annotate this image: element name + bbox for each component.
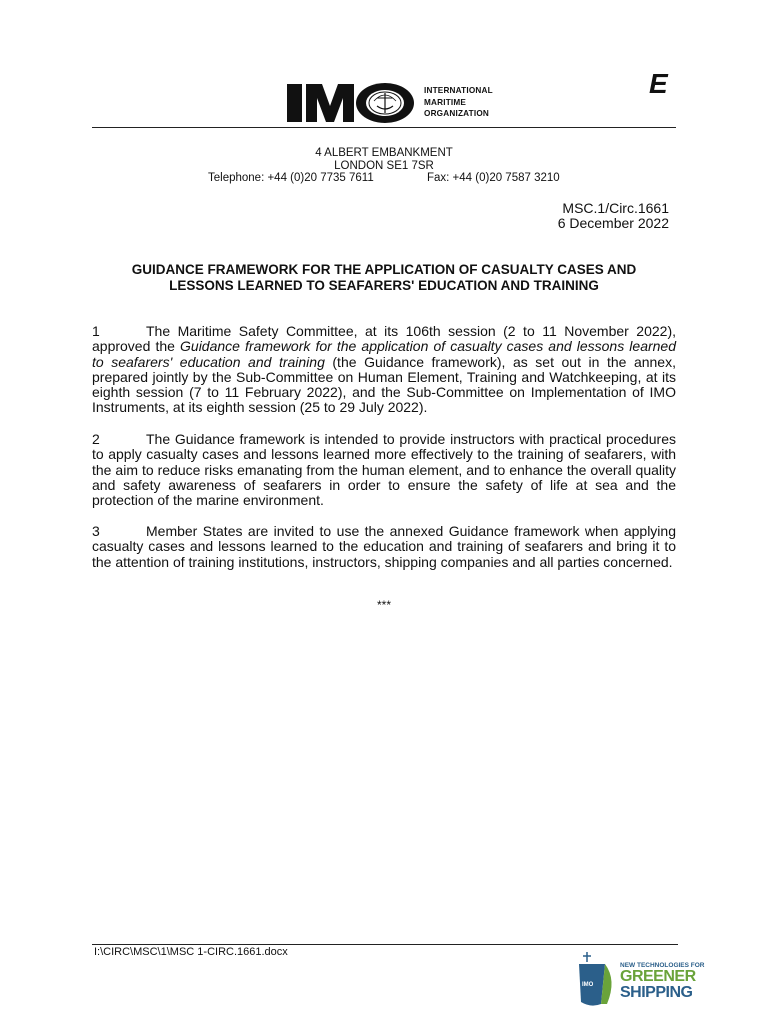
imo-logo (285, 80, 525, 126)
ship-emblem-icon (577, 950, 621, 1008)
footer-divider (92, 944, 678, 945)
file-path: I:\CIRC\MSC\1\MSC 1-CIRC.1661.docx (94, 946, 288, 958)
paragraph-text: Member States are invited to use the annexed Guidance framework when applying casualty cases and lessons learned to the education and training of seafarers and bring it to the attention of training institutions, instructors, shipping companies and all parties concerned. (92, 523, 676, 570)
org-line-1: INTERNATIONAL (424, 86, 493, 95)
title-line-2: LESSONS LEARNED TO SEAFARERS' EDUCATION AND TRAINING (169, 277, 599, 293)
fax: Fax: +44 (0)20 7587 3210 (427, 172, 560, 184)
paragraph-1 (92, 324, 676, 416)
document-number: MSC.1/Circ.1661 (562, 200, 669, 216)
paragraph-3 (92, 524, 676, 570)
paragraph-text: The Maritime Safety Committee, at its 106th session (2 to 11 November 2022), approved the (92, 323, 676, 355)
org-line-2: MARITIME (424, 97, 467, 107)
badge-tagline: NEW TECHNOLOGIES FOR (620, 962, 705, 969)
document-title (92, 262, 676, 293)
section-separator: *** (376, 598, 391, 612)
imo-wordmark-icon (285, 80, 417, 126)
title-line-1: GUIDANCE FRAMEWORK FOR THE APPLICATION OF CASUALTY CASES AND (131, 262, 637, 277)
badge-emblem-text: IMO (582, 982, 594, 988)
paragraph-text-continued: (the Guidance framework), as set out in the annex, prepared jointly by the Sub-Committee on Human Element, Training and Watchkeeping, at its eighth session (7 to 11 February 2022), and the Sub-Committee on Implementation of IMO Instruments, at its eighth session (25 to 29 July 2022). (92, 353, 676, 416)
paragraph-number: 1 (92, 323, 100, 339)
language-mark: E (649, 68, 668, 99)
badge-shipping: SHIPPING (620, 984, 693, 1001)
paragraph-number: 2 (92, 431, 100, 447)
address-line-2: LONDON SE1 7SR (334, 160, 434, 172)
organization-name (424, 85, 493, 120)
telephone: Telephone: +44 (0)20 7735 7611 (208, 172, 374, 184)
paragraph-text: The Guidance framework is intended to provide instructors with practical procedures to apply casualty cases and lessons learned more effectively to the training of seafarers, with the aim to reduce risks emanating from the human element, and to enhance the overall quality and safety awareness of seafarers in order to ensure the safety of life at sea and the protection of the marine environment. (92, 431, 676, 509)
header-divider (92, 127, 676, 128)
paragraph-number: 3 (92, 523, 100, 539)
org-line-3: ORGANIZATION (424, 109, 490, 118)
document-date: 6 December 2022 (557, 215, 669, 231)
address-line-1: 4 ALBERT EMBANKMENT (315, 147, 453, 159)
badge-greener: GREENER (620, 968, 696, 985)
paragraph-2 (92, 432, 676, 508)
paragraph-italic-title: Guidance framework for the application of casualty cases and lessons learned to seafarers' education and training (92, 338, 677, 370)
